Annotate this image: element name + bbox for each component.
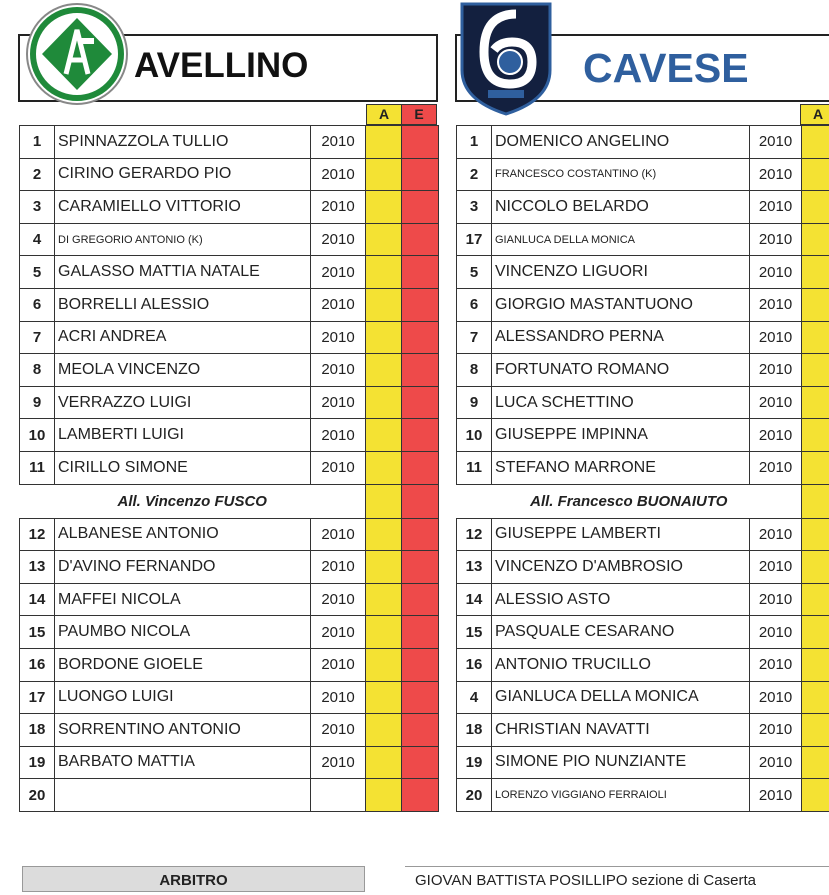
player-row [457, 451, 829, 484]
column-a-cell [802, 779, 829, 812]
player-birth-year [311, 779, 366, 812]
player-birth-year: 2010 [311, 518, 366, 551]
player-row [20, 451, 439, 484]
player-number: 5 [457, 256, 492, 289]
column-a-cell [366, 419, 402, 452]
column-a-cell [802, 354, 829, 387]
player-row [20, 223, 439, 256]
player-number: 2 [457, 158, 492, 191]
player-row [20, 779, 439, 812]
column-a-cell [802, 714, 829, 747]
column-a-cell [366, 191, 402, 224]
column-e-cell [402, 616, 439, 649]
player-number: 1 [20, 126, 55, 159]
player-birth-year: 2010 [311, 616, 366, 649]
player-row [20, 518, 439, 551]
player-name: MEOLA VINCENZO [55, 354, 311, 387]
column-a-cell [366, 256, 402, 289]
player-row [457, 616, 829, 649]
player-name: LORENZO VIGGIANO FERRAIOLI [492, 779, 750, 812]
player-name: ANTONIO TRUCILLO [492, 648, 750, 681]
player-birth-year: 2010 [750, 583, 802, 616]
column-a-cell [802, 551, 829, 584]
player-name: SORRENTINO ANTONIO [55, 714, 311, 747]
player-row [457, 779, 829, 812]
player-row [457, 746, 829, 779]
column-a-cell [366, 451, 402, 484]
column-e-cell [402, 746, 439, 779]
player-birth-year: 2010 [750, 354, 802, 387]
player-birth-year: 2010 [311, 321, 366, 354]
player-number: 13 [20, 551, 55, 584]
player-name: GALASSO MATTIA NATALE [55, 256, 311, 289]
column-a-cell [366, 746, 402, 779]
player-name: GIORGIO MASTANTUONO [492, 288, 750, 321]
referee-label: ARBITRO [22, 866, 365, 892]
player-row [20, 681, 439, 714]
column-e-cell [402, 779, 439, 812]
column-e-cell [402, 583, 439, 616]
player-name: PASQUALE CESARANO [492, 616, 750, 649]
home-team-name: AVELLINO [134, 46, 308, 86]
player-number: 16 [457, 648, 492, 681]
home-header-a: A [366, 104, 402, 125]
column-a-cell [802, 386, 829, 419]
player-name: BARBATO MATTIA [55, 746, 311, 779]
column-a-cell [802, 126, 829, 159]
home-roster-table [19, 125, 439, 812]
player-birth-year: 2010 [750, 451, 802, 484]
player-name: CIRILLO SIMONE [55, 451, 311, 484]
player-number: 12 [457, 518, 492, 551]
column-a-cell [802, 616, 829, 649]
column-e-cell [402, 288, 439, 321]
player-number: 11 [457, 451, 492, 484]
player-row [20, 191, 439, 224]
player-row [457, 191, 829, 224]
player-name: GIANLUCA DELLA MONICA [492, 223, 750, 256]
player-row [457, 648, 829, 681]
player-row [457, 681, 829, 714]
home-header-e: E [401, 104, 437, 125]
coach-name: All. Vincenzo FUSCO [20, 484, 366, 518]
player-row [20, 648, 439, 681]
player-name: BORDONE GIOELE [55, 648, 311, 681]
player-name: ACRI ANDREA [55, 321, 311, 354]
player-number: 8 [20, 354, 55, 387]
column-a-cell [366, 583, 402, 616]
player-row [20, 386, 439, 419]
column-a-cell [366, 223, 402, 256]
player-number: 6 [20, 288, 55, 321]
player-birth-year: 2010 [311, 583, 366, 616]
column-e-cell [402, 158, 439, 191]
column-e-cell [402, 419, 439, 452]
player-birth-year: 2010 [750, 288, 802, 321]
column-a-cell [802, 583, 829, 616]
player-name: SPINNAZZOLA TULLIO [55, 126, 311, 159]
player-name: BORRELLI ALESSIO [55, 288, 311, 321]
player-birth-year: 2010 [311, 256, 366, 289]
column-a-cell [366, 551, 402, 584]
column-a-cell [366, 779, 402, 812]
column-e-cell [402, 321, 439, 354]
player-row [20, 616, 439, 649]
column-a-cell [366, 484, 402, 518]
column-a-cell [802, 321, 829, 354]
player-number: 14 [457, 583, 492, 616]
player-birth-year: 2010 [311, 746, 366, 779]
player-birth-year: 2010 [750, 191, 802, 224]
column-a-cell [802, 419, 829, 452]
player-number: 18 [457, 714, 492, 747]
player-birth-year: 2010 [750, 126, 802, 159]
column-a-cell [802, 191, 829, 224]
player-row [20, 126, 439, 159]
away-header-a: A [800, 104, 829, 125]
column-e-cell [402, 714, 439, 747]
column-a-cell [802, 746, 829, 779]
player-birth-year: 2010 [750, 386, 802, 419]
column-a-cell [366, 158, 402, 191]
player-name: SIMONE PIO NUNZIANTE [492, 746, 750, 779]
player-row [457, 583, 829, 616]
player-row [20, 583, 439, 616]
player-name: ALBANESE ANTONIO [55, 518, 311, 551]
column-a-cell [802, 518, 829, 551]
player-number: 5 [20, 256, 55, 289]
player-number: 3 [20, 191, 55, 224]
player-name: VINCENZO D'AMBROSIO [492, 551, 750, 584]
player-name: LUONGO LUIGI [55, 681, 311, 714]
player-row [20, 256, 439, 289]
player-name: ALESSANDRO PERNA [492, 321, 750, 354]
column-e-cell [402, 223, 439, 256]
player-row [20, 354, 439, 387]
player-number: 15 [457, 616, 492, 649]
player-birth-year: 2010 [311, 386, 366, 419]
player-name: CHRISTIAN NAVATTI [492, 714, 750, 747]
column-e-cell [402, 648, 439, 681]
column-a-cell [366, 386, 402, 419]
player-number: 2 [20, 158, 55, 191]
player-row [20, 746, 439, 779]
player-name: LAMBERTI LUIGI [55, 419, 311, 452]
player-name: PAUMBO NICOLA [55, 616, 311, 649]
player-number: 10 [20, 419, 55, 452]
player-birth-year: 2010 [750, 746, 802, 779]
player-birth-year: 2010 [750, 648, 802, 681]
player-row [457, 288, 829, 321]
column-e-cell [402, 484, 439, 518]
column-a-cell [802, 256, 829, 289]
player-number: 4 [457, 681, 492, 714]
referee-name: GIOVAN BATTISTA POSILLIPO sezione di Caserta [405, 866, 829, 892]
player-name: CIRINO GERARDO PIO [55, 158, 311, 191]
player-birth-year: 2010 [311, 681, 366, 714]
player-row [457, 158, 829, 191]
player-birth-year: 2010 [750, 223, 802, 256]
player-row [457, 714, 829, 747]
player-number: 14 [20, 583, 55, 616]
player-birth-year: 2010 [311, 191, 366, 224]
player-number: 17 [20, 681, 55, 714]
column-a-cell [366, 354, 402, 387]
column-a-cell [366, 681, 402, 714]
player-number: 18 [20, 714, 55, 747]
player-number: 20 [20, 779, 55, 812]
player-number: 9 [20, 386, 55, 419]
player-name: MAFFEI NICOLA [55, 583, 311, 616]
player-birth-year: 2010 [311, 223, 366, 256]
player-birth-year: 2010 [750, 779, 802, 812]
cavese-crest-icon [456, 0, 556, 116]
player-name: DOMENICO ANGELINO [492, 126, 750, 159]
column-e-cell [402, 386, 439, 419]
player-row [457, 354, 829, 387]
player-row [457, 256, 829, 289]
column-a-cell [802, 484, 829, 518]
player-name: D'AVINO FERNANDO [55, 551, 311, 584]
player-birth-year: 2010 [750, 158, 802, 191]
away-roster-table [456, 125, 829, 812]
player-number: 19 [20, 746, 55, 779]
player-number: 1 [457, 126, 492, 159]
column-a-cell [802, 681, 829, 714]
column-e-cell [402, 256, 439, 289]
player-number: 7 [20, 321, 55, 354]
column-a-cell [366, 648, 402, 681]
player-name: GIANLUCA DELLA MONICA [492, 681, 750, 714]
player-number: 15 [20, 616, 55, 649]
player-birth-year: 2010 [750, 616, 802, 649]
column-a-cell [366, 321, 402, 354]
player-birth-year: 2010 [311, 288, 366, 321]
away-team-name: CAVESE [583, 45, 749, 92]
player-number: 6 [457, 288, 492, 321]
column-e-cell [402, 551, 439, 584]
column-a-cell [366, 288, 402, 321]
player-name: GIUSEPPE LAMBERTI [492, 518, 750, 551]
player-birth-year: 2010 [311, 158, 366, 191]
player-name: NICCOLO BELARDO [492, 191, 750, 224]
player-number: 7 [457, 321, 492, 354]
player-row [457, 419, 829, 452]
column-a-cell [802, 158, 829, 191]
player-number: 3 [457, 191, 492, 224]
column-a-cell [802, 451, 829, 484]
player-birth-year: 2010 [750, 551, 802, 584]
player-row [20, 419, 439, 452]
coach-row [457, 484, 829, 518]
player-birth-year: 2010 [750, 518, 802, 551]
player-number: 19 [457, 746, 492, 779]
column-e-cell [402, 451, 439, 484]
player-number: 10 [457, 419, 492, 452]
column-a-cell [366, 126, 402, 159]
player-name: FRANCESCO COSTANTINO (K) [492, 158, 750, 191]
player-row [20, 321, 439, 354]
player-row [457, 386, 829, 419]
player-number: 8 [457, 354, 492, 387]
column-e-cell [402, 681, 439, 714]
player-row [457, 551, 829, 584]
player-birth-year: 2010 [311, 714, 366, 747]
player-row [20, 714, 439, 747]
player-row [20, 551, 439, 584]
column-e-cell [402, 126, 439, 159]
player-name: VINCENZO LIGUORI [492, 256, 750, 289]
player-row [20, 158, 439, 191]
player-number: 13 [457, 551, 492, 584]
column-a-cell [802, 288, 829, 321]
coach-name: All. Francesco BUONAIUTO [457, 484, 802, 518]
player-birth-year: 2010 [750, 321, 802, 354]
player-birth-year: 2010 [311, 648, 366, 681]
player-birth-year: 2010 [311, 419, 366, 452]
player-birth-year: 2010 [311, 451, 366, 484]
player-number: 12 [20, 518, 55, 551]
player-name: LUCA SCHETTINO [492, 386, 750, 419]
player-birth-year: 2010 [750, 681, 802, 714]
player-name: GIUSEPPE IMPINNA [492, 419, 750, 452]
coach-row [20, 484, 439, 518]
player-name [55, 779, 311, 812]
avellino-crest-icon [22, 2, 132, 106]
player-number: 17 [457, 223, 492, 256]
player-number: 16 [20, 648, 55, 681]
player-birth-year: 2010 [311, 354, 366, 387]
player-name: DI GREGORIO ANTONIO (K) [55, 223, 311, 256]
column-a-cell [802, 223, 829, 256]
player-number: 20 [457, 779, 492, 812]
player-row [20, 288, 439, 321]
player-number: 9 [457, 386, 492, 419]
player-name: VERRAZZO LUIGI [55, 386, 311, 419]
player-name: ALESSIO ASTO [492, 583, 750, 616]
column-a-cell [802, 648, 829, 681]
player-name: FORTUNATO ROMANO [492, 354, 750, 387]
player-row [457, 518, 829, 551]
column-a-cell [366, 518, 402, 551]
player-birth-year: 2010 [311, 126, 366, 159]
column-e-cell [402, 354, 439, 387]
player-row [457, 126, 829, 159]
player-row [457, 223, 829, 256]
column-e-cell [402, 191, 439, 224]
player-name: CARAMIELLO VITTORIO [55, 191, 311, 224]
player-birth-year: 2010 [311, 551, 366, 584]
player-number: 11 [20, 451, 55, 484]
player-number: 4 [20, 223, 55, 256]
player-row [457, 321, 829, 354]
player-birth-year: 2010 [750, 714, 802, 747]
column-a-cell [366, 616, 402, 649]
player-birth-year: 2010 [750, 256, 802, 289]
player-name: STEFANO MARRONE [492, 451, 750, 484]
player-birth-year: 2010 [750, 419, 802, 452]
column-a-cell [366, 714, 402, 747]
column-e-cell [402, 518, 439, 551]
